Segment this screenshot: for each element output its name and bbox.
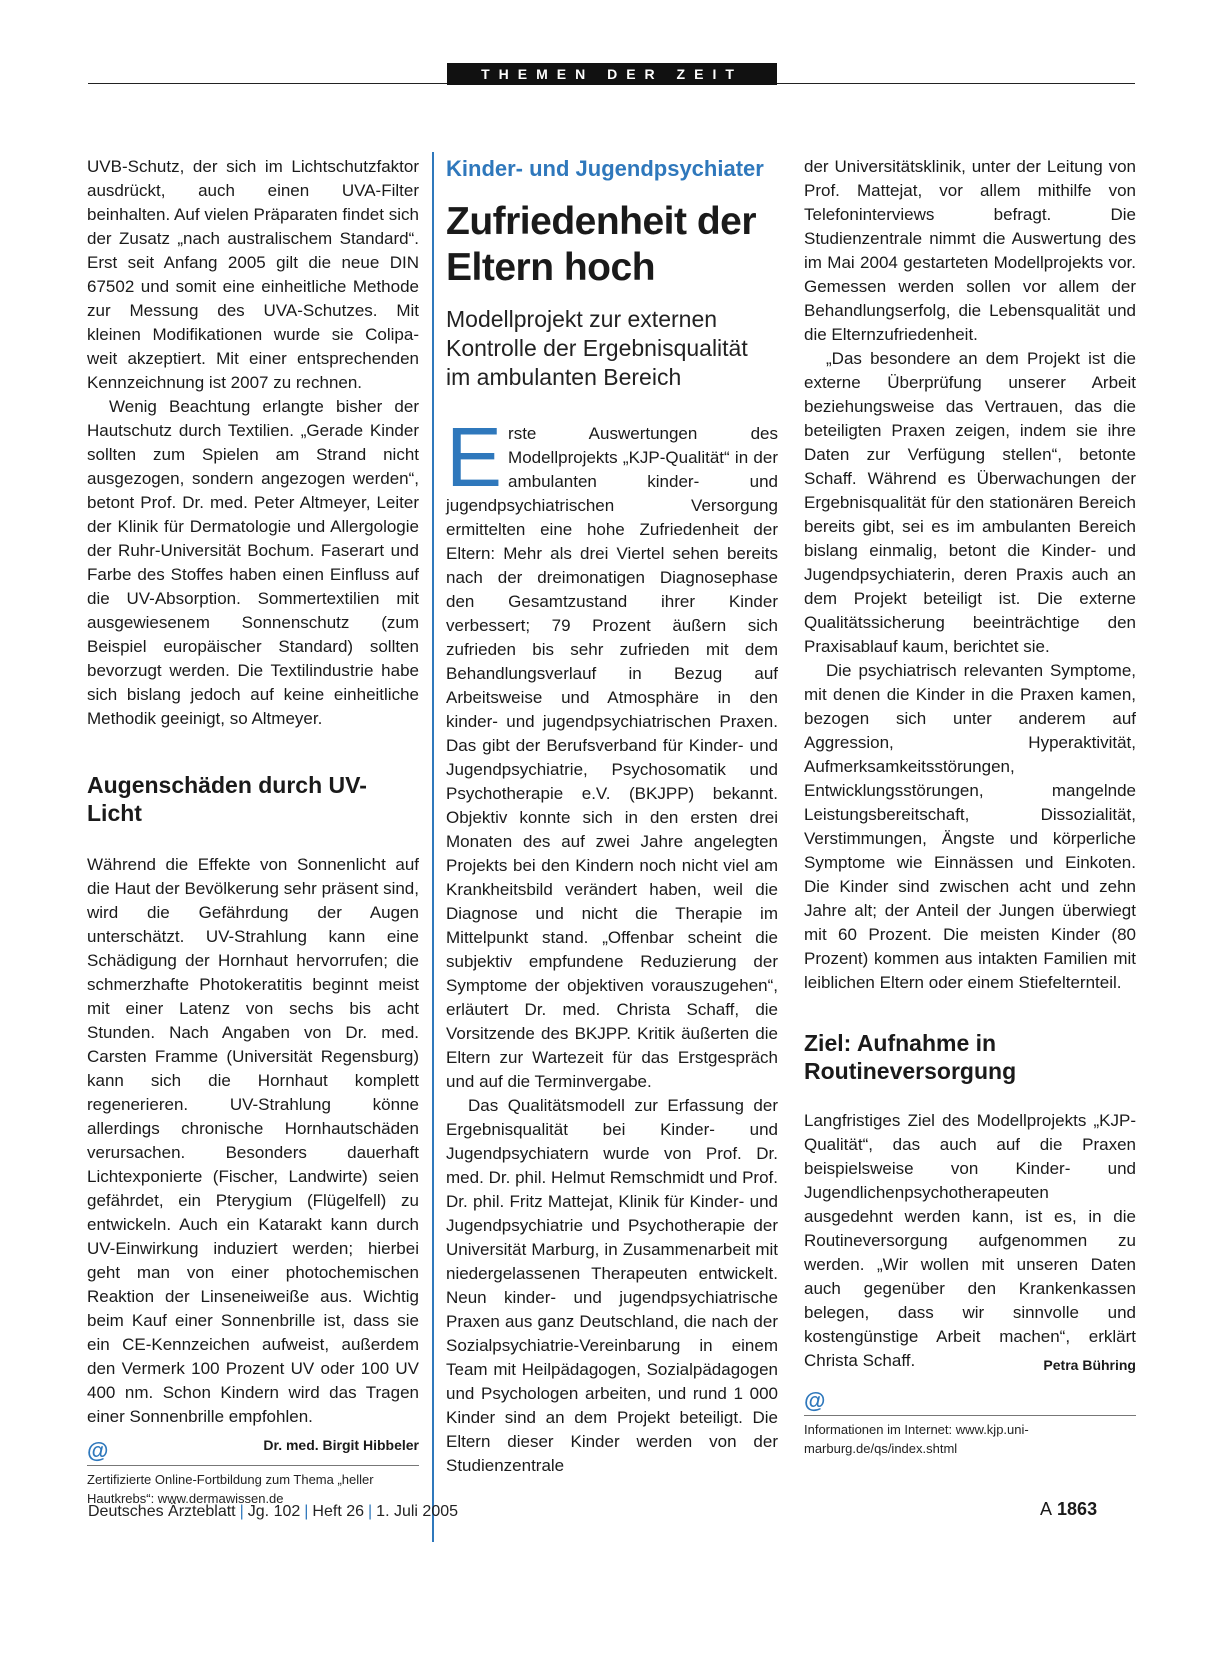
issue: Heft 26 [312,1503,365,1520]
separator: | [368,1503,373,1520]
column-middle [446,155,778,1478]
drop-cap: E [446,410,503,504]
volume: Jg. 102 [247,1503,301,1520]
author-byline: Dr. med. Birgit Hibbeler [263,1437,419,1453]
column-left [87,155,419,1508]
separator: | [304,1503,309,1520]
info-link-text[interactable]: Informationen im Internet: www.kjp.uni-marburg.de/qs/index.shtml [804,1422,1029,1456]
subheading: Ziel: Aufnahme in Routineversorgung [804,1030,1017,1084]
info-rule [87,1465,419,1466]
paragraph [804,1109,1136,1373]
section-label: THEMEN DER ZEIT [447,63,777,85]
paragraph-text: Langfristiges Ziel des Modellprojekts „KJP-Qualität“, das auch auf die Praxen beispielsweise von Kinder- und Jugendlichenpsychotherapeuten ausgedehnt werden kann, ist es, in die Routineversorgung aufgenommen zu werden. „Wir wollen mit unseren Daten auch gegenüber den Krankenkassen belegen, dass wir sinnvolle und kostengünstige Arbeit machen“, erklärt Christa Schaff. [804,1111,1136,1370]
paragraph: Die psychiatrisch relevanten Symptome, mit denen die Kinder in die Praxen kamen, bezogen sich unter anderem auf Aggression, Hyperaktivität, Aufmerksamkeitsstörungen, Entwicklungsstörungen, mangelnde Leistungsbereitschaft, Dissozialität, Verstimmungen, Ängste und körperliche Symptome wie Einnässen und Einkoten. Die Kinder sind zwischen acht und zehn Jahre alt; der Anteil der Jungen überwiegt mit 60 Prozent. Die meisten Kinder (80 Prozent) kommen aus intakten Familien mit leiblichen Eltern oder einem Stiefelternteil. [804,661,1136,992]
at-icon: @ [804,1388,826,1413]
lead-paragraph [446,410,778,1094]
paragraph: Das Qualitätsmodell zur Erfassung der Ergebnisqualität bei Kinder- und Jugendpsychiatern wurde von Prof. Dr. med. Dr. phil. Helmut Remschmidt und Prof. Dr. phil. Fritz Mattejat, Klinik für Kinder- und Jugendpsychiatrie und Psychotherapie der Universität Marburg, in Zusammenarbeit mit niedergelassenen Therapeuten entwickelt. Neun kinder- und jugendpsychiatrische Praxen aus ganz Deutschland, die nach der Sozialpsychiatrie-Vereinbarung in einem Team mit Heilpädagogen, Sozialpädagogen und Psychologen arbeiten, und rund 1 000 Kinder sind an dem Projekt beteiligt. Die Eltern dieser Kinder werden von der Studienzentrale [446,1096,778,1475]
headline: Zufriedenheit der Eltern hoch [446,200,757,289]
kicker: Kinder- und Jugendpsychiater [446,156,764,181]
page-number-value: 1863 [1057,1499,1098,1519]
paragraph: „Das besondere an dem Projekt ist die externe Überprüfung unserer Arbeit beziehungsweise das Vertrauen, das die beteiligten Praxen zeigen, indem sie ihre Daten zur Verfügung stellen“, betonte Schaff. Während es Überwachungen der Ergebnisqualität für den stationären Bereich bereits gibt, sei es im ambulanten Bereich bislang einmalig, betont die Kinder- und Jugendpsychiaterin, deren Praxis auch an dem Projekt beteiligt ist. Die externe Qualitätssicherung beeinträchtige den Praxisablauf kaum, berichtet sie. [804,349,1136,656]
author-byline: Petra Bühring [1043,1357,1136,1373]
info-rule [804,1415,1136,1416]
separator: | [239,1503,244,1520]
column-right [804,155,1136,1458]
info-link-text[interactable]: Zertifizierte Online-Fortbildung zum Thema „heller Hautkrebs“: www.dermawissen.de [87,1472,374,1506]
paragraph: UVB-Schutz, der sich im Lichtschutzfaktor ausdrückt, auch einen UVA-Filter beinhalten. Auf vielen Präparaten findet sich der Zusatz „nach australischem Standard“. Erst seit Anfang 2005 gilt die neue DIN 67502 und somit eine einheitliche Methode zur Messung des UVA-Schutzes. Mit kleinen Modifikationen wurde sie Colipa-weit akzeptiert. Mit einer entsprechenden Kennzeichnung ist 2007 zu rechnen. [87,157,419,392]
subheading: Augenschäden durch UV-Licht [87,772,367,826]
at-icon: @ [87,1438,109,1463]
paragraph [87,853,419,1453]
footer [88,1503,458,1521]
page-prefix: A [1040,1499,1053,1519]
online-info-box [804,1389,1136,1458]
date: 1. Juli 2005 [376,1503,459,1520]
journal-name: Deutsches Ärzteblatt [88,1503,236,1520]
page-number [1040,1499,1097,1520]
deck: Modellprojekt zur externen Kontrolle der Ergebnisqualität im ambulanten Bereich [446,306,748,390]
column-divider [432,152,434,1542]
paragraph: Wenig Beachtung erlangte bisher der Hautschutz durch Textilien. „Gerade Kinder sollten zum Spielen am Strand nicht ausgezogen, sondern angezogen werden“, betont Prof. Dr. med. Peter Altmeyer, Leiter der Klinik für Dermatologie und Allergologie der Ruhr-Universität Bochum. Faserart und Farbe des Stoffes haben einen Einfluss auf die UV-Absorption. Sommertextilien mit ausgewiesenem Sonnenschutz (zum Beispiel europäischer Standard) sollten bevorzugt werden. Die Textilindustrie habe sich bislang jedoch auf keine einheitliche Methodik geeinigt, so Altmeyer. [87,397,419,728]
paragraph-text: rste Auswertungen des Modellprojekts „KJP-Qualität“ in der ambulanten kinder- und jugendpsychiatrischen Versorgung ermittelten eine hohe Zufriedenheit der Eltern: Mehr als drei Viertel sehen bereits nach der dreimonatigen Diagnosephase den Gesamtzustand ihrer Kinder verbessert; 79 Prozent äußern sich zufrieden bis sehr zufrieden mit dem Behandlungsverlauf in Bezug auf Arbeitsweise und Atmosphäre in den kinder- und jugendpsychiatrischen Praxen. Das gibt der Berufsverband für Kinder- und Jugendpsychiatrie, Psychosomatik und Psychotherapie e.V. (BKJPP) bekannt. Objektiv konnte sich in den ersten drei Monaten des auf zwei Jahre angelegten Projekts bei den Kindern noch nicht viel am Krankheitsbild verändert haben, weil die Diagnose und nicht die Therapie im Mittelpunkt stand. „Offenbar scheint die subjektiv empfundene Reduzierung der Symptome der objektiven vorauszugehen“, erläutert Dr. med. Christa Schaff, die Vorsitzende des BKJPP. Kritik äußerten die Eltern zur Wartezeit für das Erstgespräch und auf die Terminvergabe. [446,424,778,1091]
paragraph-text: Während die Effekte von Sonnenlicht auf die Haut der Bevölkerung sehr präsent sind, wird die Gefährdung der Augen unterschätzt. UV-Strahlung kann eine Schädigung der Hornhaut hervorrufen; die schmerzhafte Photokeratitis beginnt meist mit einer Latenz von sechs bis acht Stunden. Nach Angaben von Dr. med. Carsten Framme (Universität Regensburg) kann sich die Hornhaut komplett regenerieren. UV-Strahlung könne allerdings chronische Hornhautschäden verursachen. Besonders dauerhaft Lichtexponierte (Fischer, Landwirte) seien gefährdet, ein Pterygium (Flügelfell) zu entwickeln. Auch ein Katarakt kann durch UV-Einwirkung induziert werden; hierbei geht man von einer photochemischen Reaktion der Linseneiweiße aus. Wichtig beim Kauf einer Sonnenbrille ist, dass sie ein CE-Kennzeichen aufweist, außerdem den Vermerk 100 Prozent UV oder 100 UV 400 nm. Schon Kindern wird das Tragen einer Sonnenbrille empfohlen. [87,855,419,1426]
paragraph: der Universitätsklinik, unter der Leitung von Prof. Mattejat, vor allem mithilfe von Telefoninterviews befragt. Die Studienzentrale nimmt die Auswertung des im Mai 2004 gestarteten Modellprojekts vor. Gemessen werden sollen vor allem der Behandlungserfolg, die Lebensqualität und die Elternzufriedenheit. [804,157,1136,344]
